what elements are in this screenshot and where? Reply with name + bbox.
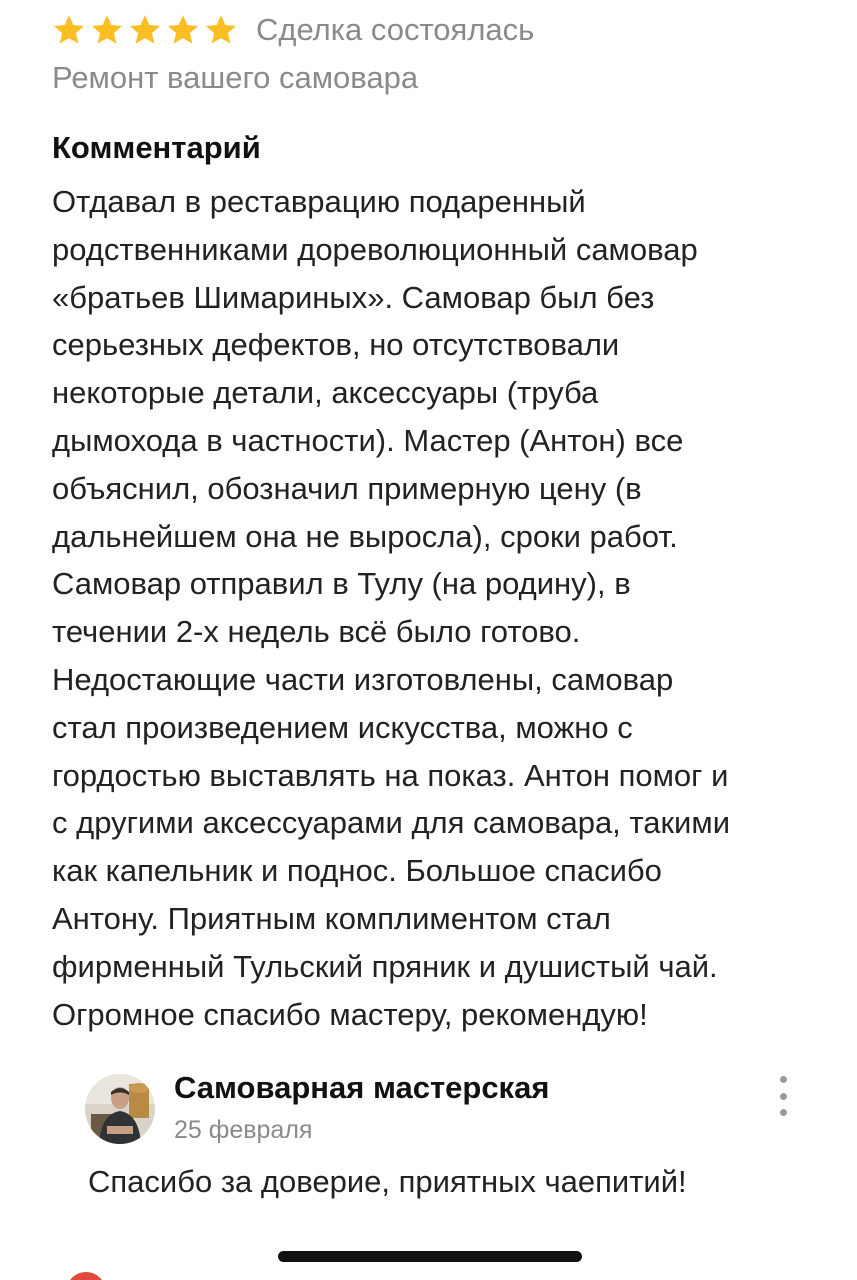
home-indicator[interactable] <box>278 1251 582 1262</box>
reply-author-avatar[interactable] <box>85 1074 155 1144</box>
comment-line: серьезных дефектов, но отсутствовали <box>52 327 620 363</box>
comment-heading: Комментарий <box>52 130 261 165</box>
comment-line: родственниками дореволюционный самовар <box>52 231 698 267</box>
comment-line: дымохода в частности). Мастер (Антон) все <box>52 422 684 458</box>
comment-line: с другими аксессуарами для самовара, такими <box>52 805 731 841</box>
reply-text: Спасибо за доверие, приятных чаепитий! <box>88 1164 687 1199</box>
comment-line: объяснил, обозначил примерную цену (в <box>52 470 642 506</box>
reply-author-name[interactable]: Самоварная мастерская <box>174 1070 550 1105</box>
star-icon <box>204 13 238 47</box>
comment-line: Отдавал в реставрацию подаренный <box>52 184 586 219</box>
more-vertical-icon <box>780 1076 787 1083</box>
comment-line: дальнейшем она не выросла), сроки работ. <box>52 518 678 554</box>
comment-line: Недостающие части изготовлены, самовар <box>52 661 674 697</box>
star-icon <box>52 13 86 47</box>
comment-text <box>52 178 812 1038</box>
comment-line: некоторые детали, аксессуары (труба <box>52 375 599 411</box>
more-vertical-icon <box>780 1109 787 1116</box>
comment-line: фирменный Тульский пряник и душистый чай. <box>52 948 718 984</box>
avatar-photo-icon <box>85 1074 155 1144</box>
comment-line: Самовар отправил в Тулу (на родину), в <box>52 566 631 602</box>
comment-line: Огромное спасибо мастеру, рекомендую! <box>52 996 648 1032</box>
service-name: Ремонт вашего самовара <box>52 60 419 95</box>
deal-status-label: Сделка состоялась <box>256 12 535 47</box>
star-icon <box>90 13 124 47</box>
comment-line: стал произведением искусства, можно с <box>52 709 633 745</box>
more-vertical-icon <box>780 1093 787 1100</box>
reply-more-options-button[interactable] <box>770 1076 796 1116</box>
star-icon <box>128 13 162 47</box>
comment-line: как капельник и поднос. Большое спасибо <box>52 853 662 889</box>
comment-line: гордостью выставлять на показ. Антон помог и <box>52 757 729 793</box>
next-item-peek <box>66 1272 106 1280</box>
comment-line: течении 2-х недель всё было готово. <box>52 614 581 650</box>
reply-date: 25 февраля <box>174 1116 313 1144</box>
comment-line: Антону. Приятным комплиментом стал <box>52 900 611 936</box>
comment-line: «братьев Шимариных». Самовар был без <box>52 279 655 315</box>
star-rating <box>52 13 242 47</box>
review-rating-row <box>52 8 534 52</box>
star-icon <box>166 13 200 47</box>
